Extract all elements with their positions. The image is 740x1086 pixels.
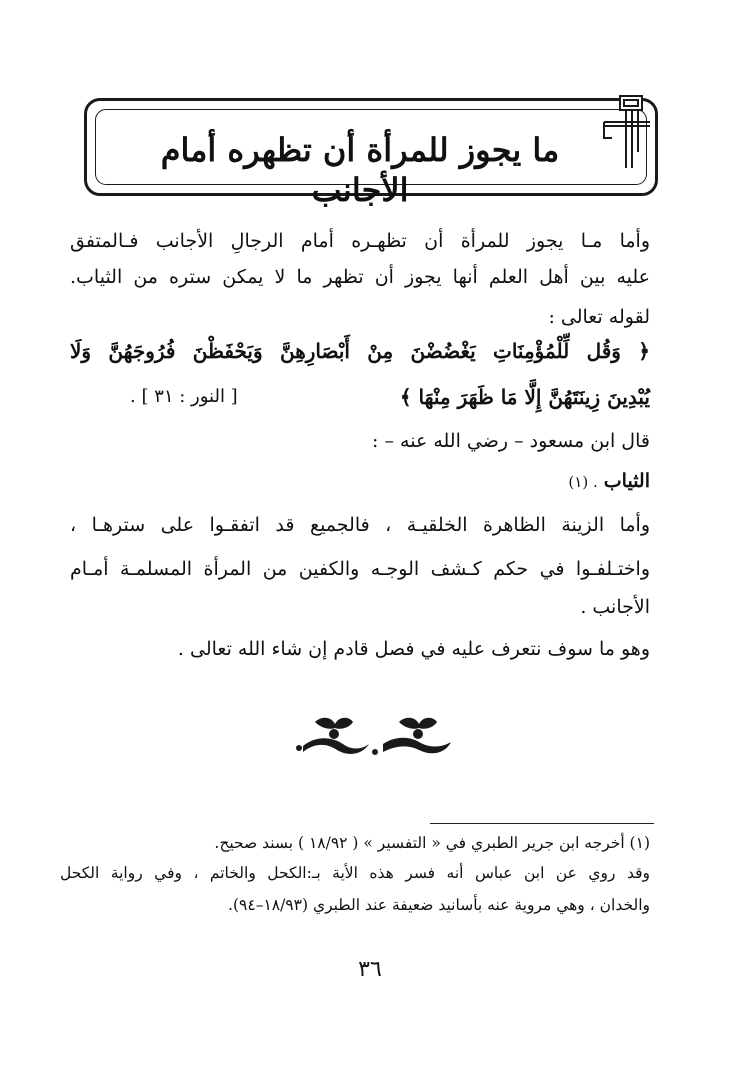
paragraph-line-9: وهو ما سوف نتعرف عليه في فصل قادم إن شاء الله تعالى . [177,638,650,660]
paragraph-line-2: عليه بين أهل العلم أنها يجوز أن تظهر ما لا يمكن ستره من الثياب. [70,266,650,288]
footnote-line-3: والخدان ، وهي مروية عنه بأسانيد ضعيفة عند الطبري (١٨/٩٣–٩٤). [228,896,650,914]
paragraph-line-7: واختـلفـوا في حكم كـشف الوجـه والكفين من المرأة المسلمـة أمـام [70,558,650,580]
footnote-1: (١) أخرجه ابن جرير الطبري في « التفسير » ( ١٨/٩٢ ) بسند صحيح. [214,834,650,852]
paragraph-line-3: لقوله تعالى : [548,306,650,328]
paragraph-line-6: وأما الزينة الظاهرة الخلقيـة ، فالجميع قد اتفقـوا على سترهـا ، [70,514,650,536]
corner-ornament-icon [598,92,654,172]
paragraph-line-4: قال ابن مسعود – رضي الله عنه – : [372,430,650,452]
quoted-word: الثياب [603,470,650,492]
page-number: ٣٦ [358,957,382,982]
footnote-line-2: وقد روي عن ابن عباس أنه فسر هذه الأية بـ:الكحل والخاتم ، وفي رواية الكحل [60,864,650,882]
paragraph-line-8: الأجانب . [580,596,650,618]
footnote-separator [430,823,654,824]
quran-verse-line-2: يُبْدِينَ زِينَتَهُنَّ إِلَّا مَا ظَهَرَ مِنْهَا ﴾ [399,385,650,409]
quran-verse-line-1: ﴿ وَقُل لِّلْمُؤْمِنَاتِ يَغْضُضْنَ مِنْ أَبْصَارِهِنَّ وَيَحْفَظْنَ فُرُوجَهُنَّ وَلَا [70,339,650,363]
chapter-title: ما يجوز للمرأة أن تظهره أمام الأجانب [160,131,560,209]
footnote-marker: . (١) [568,473,598,491]
paragraph-line-1: وأما مـا يجوز للمرأة أن تظهـره أمام الرجالِ الأجانب فـالمتفق [70,230,650,252]
paragraph-line-5 [70,466,650,497]
verse-reference: [ النور : ٣١ ] . [130,386,238,407]
floral-ornament-icon [295,712,457,760]
